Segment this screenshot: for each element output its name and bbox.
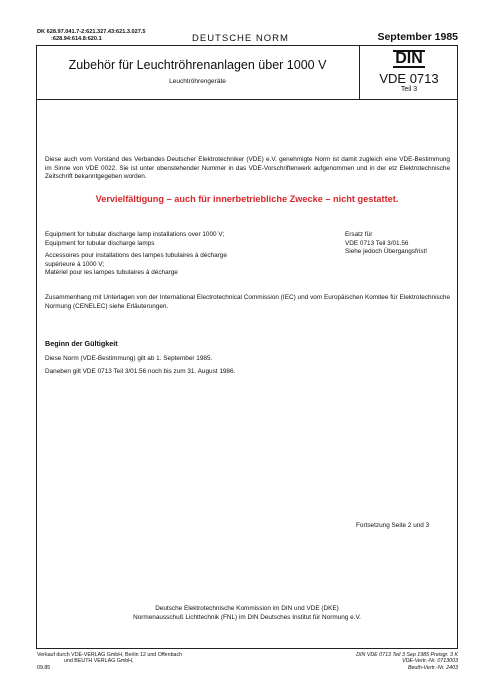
zusammenhang-paragraph: Zusammenhang mit Unterlagen von der International Electrotechnical Commission (IEC) und vom Europäischen Komitee für Elektrotechnische Normung (CENELEC) siehe Erläuterungen. — [45, 294, 450, 310]
translation-line: Equipment for tubular discharge lamp installations over 1000 V; — [45, 231, 225, 238]
beginn-heading: Beginn der Gültigkeit — [45, 339, 118, 348]
ersatz-block — [345, 231, 450, 257]
main-title: Zubehör für Leuchtröhrenanlagen über 1000 V — [68, 58, 327, 72]
translations-block — [45, 231, 305, 278]
footer-left-line-2: und BEUTH VERLAG GmbH, — [64, 658, 134, 665]
translation-line: Matériel pour les lampes tubulaires à décharge — [45, 269, 178, 276]
footer-right — [356, 652, 458, 671]
din-box — [360, 45, 458, 100]
beginn-line-1: Diese Norm (VDE-Bestimmung) gilt ab 1. September 1985. — [45, 355, 213, 362]
continuation-note: Fortsetzung Seite 2 und 3 — [356, 522, 430, 529]
header-date: September 1985 — [377, 31, 458, 43]
dke-block — [36, 605, 458, 622]
dk-line-1: DK 628.97.041.7-2:621.327.43:621.3.027.5 — [37, 29, 146, 35]
vde-number: VDE 0713 — [379, 71, 439, 86]
translation-line: Equipment for tubular discharge lamps — [45, 239, 155, 247]
translation-line: supérieure à 1000 V; — [45, 260, 105, 268]
dk-line-2: :628.94:614.8:620.1 — [51, 36, 102, 42]
ersatz-line: Siehe jedoch Übergangsfrist! — [345, 248, 428, 255]
footer-left-line-1: Verkauf durch VDE-VERLAG GmbH, Berlin 12 und Offenbach — [37, 652, 183, 658]
copy-warning: Vervielfältigung – auch für innerbetriebliche Zwecke – nicht gestattet. — [95, 194, 399, 204]
beginn-line-2: Daneben gilt VDE 0713 Teil 3/01.56 noch bis zum 31. August 1986. — [45, 368, 236, 375]
ersatz-line: Ersatz für — [345, 231, 373, 238]
header-title: DEUTSCHE NORM — [192, 33, 289, 44]
subtitle: Leuchtröhrengeräte — [169, 78, 226, 85]
din-logo: DIN — [395, 50, 423, 67]
footer-left — [37, 652, 182, 671]
footer-right-line-2: VDE-Vertr.-Nr. 0713003 — [402, 658, 458, 665]
teil-label: Teil 3 — [400, 86, 418, 93]
dk-classification — [37, 29, 146, 43]
footer-right-line-1: DIN VDE 0713 Teil 3 Sep 1985 Preisgr. 3 K — [356, 652, 458, 658]
footer-left-line-3: 09.85 — [37, 664, 51, 671]
dke-line-2: Normenausschuß Lichttechnik (FNL) im DIN Deutsches Institut für Normung e.V. — [133, 613, 361, 621]
footer-right-line-3: Beuth-Vertr.-Nr. 2403 — [407, 664, 458, 671]
dke-line-1: Deutsche Elektrotechnische Kommission im DIN und VDE (DKE) — [155, 605, 339, 612]
intro-paragraph: Diese auch vom Vorstand des Verbandes Deutscher Elektrotechniker (VDE) e.V. genehmigte Norm ist damit zugleich eine VDE-Bestimmung im Sinne von VDE 0022. Sie ist unter obenstehender Nummer in das VDE-Vorschriftenwerk aufgenommen und in der etz Elektrotechnische Zeitschrift bekanntgegeben worden. — [45, 156, 450, 180]
ersatz-line: VDE 0713 Teil 3/01.56 — [345, 239, 409, 247]
translation-line: Accessoires pour installations des lampes tubulaires à décharge — [45, 252, 227, 259]
